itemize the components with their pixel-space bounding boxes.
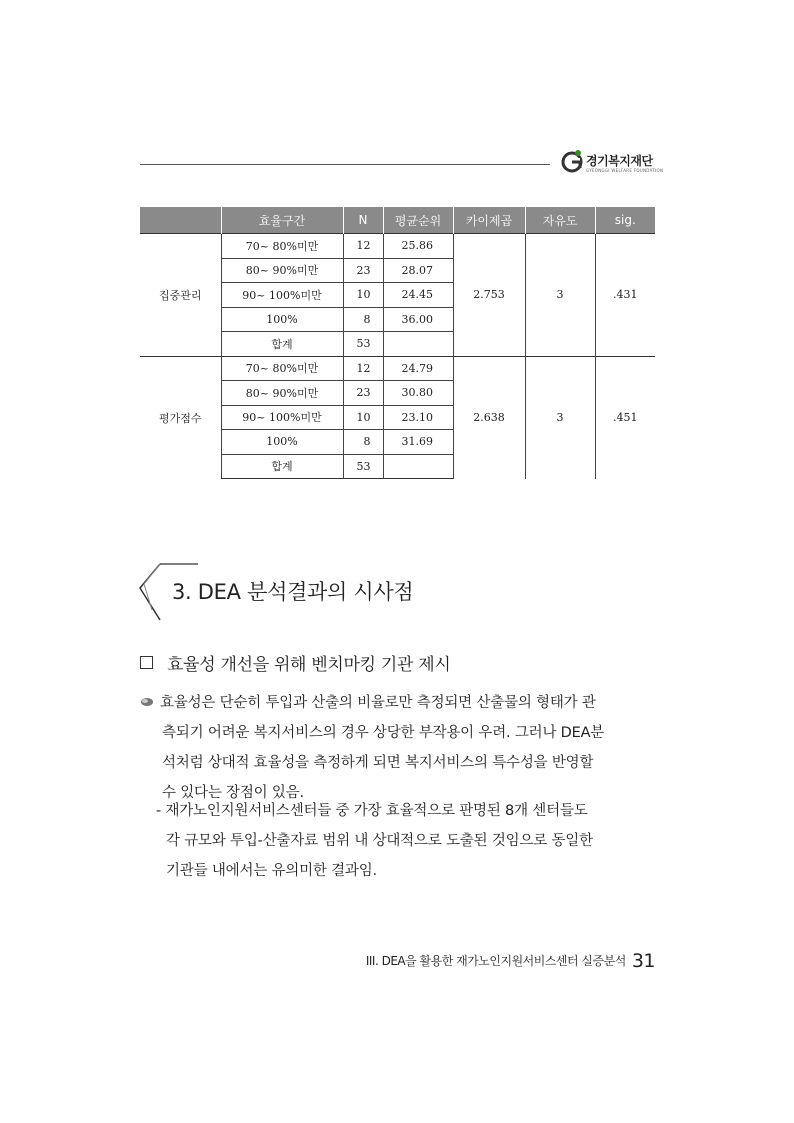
logo-mark-icon bbox=[560, 148, 584, 174]
dash-paragraph bbox=[156, 796, 655, 886]
n-cell: 12 bbox=[343, 234, 383, 259]
df-cell: 3 bbox=[525, 356, 595, 479]
mean-rank-cell bbox=[383, 332, 453, 357]
bullet-line: 수 있다는 장점이 있음. bbox=[162, 785, 304, 801]
checkbox-square-icon bbox=[140, 656, 153, 669]
col-header-group bbox=[140, 207, 221, 234]
range-cell: 80~ 90%미만 bbox=[221, 381, 343, 406]
subsection-title: 효율성 개선을 위해 벤치마킹 기관 제시 bbox=[167, 655, 451, 675]
range-cell: 70~ 80%미만 bbox=[221, 234, 343, 259]
table-row bbox=[140, 234, 655, 259]
col-header-sig: sig. bbox=[595, 207, 655, 234]
chi-square-cell: 2.753 bbox=[453, 234, 525, 357]
df-cell: 3 bbox=[525, 234, 595, 357]
page-number: 31 bbox=[631, 950, 655, 972]
logo-org-subtitle: GYEONGGI WELFARE FOUNDATION bbox=[586, 168, 664, 173]
mean-rank-cell: 23.10 bbox=[383, 405, 453, 430]
n-cell: 23 bbox=[343, 381, 383, 406]
range-cell: 90~ 100%미만 bbox=[221, 283, 343, 308]
dash-line: 기관들 내에서는 유의미한 결과임. bbox=[166, 863, 377, 879]
col-header-range: 효율구간 bbox=[221, 207, 343, 234]
mean-rank-cell: 24.45 bbox=[383, 283, 453, 308]
section-title: 3. DEA 분석결과의 시사점 bbox=[172, 580, 414, 604]
bullet-line: 효율성은 단순히 투입과 산출의 비율로만 측정되면 산출물의 형태가 관 bbox=[160, 695, 596, 711]
n-cell: 10 bbox=[343, 405, 383, 430]
logo-org-name: 경기복지재단 bbox=[586, 154, 653, 168]
col-header-df: 자유도 bbox=[525, 207, 595, 234]
n-cell: 8 bbox=[343, 307, 383, 332]
mean-rank-cell: 24.79 bbox=[383, 356, 453, 381]
bullet-line: 측되기 어려운 복지서비스의 경우 상당한 부작용이 우려. 그러나 DEA분 bbox=[162, 725, 605, 741]
bullet-paragraph bbox=[140, 688, 655, 808]
mean-rank-cell: 30.80 bbox=[383, 381, 453, 406]
mean-rank-cell: 28.07 bbox=[383, 258, 453, 283]
mean-rank-cell: 25.86 bbox=[383, 234, 453, 259]
table-header-row bbox=[140, 207, 655, 234]
col-header-chi-square: 카이제곱 bbox=[453, 207, 525, 234]
group-label: 집중관리 bbox=[140, 234, 221, 357]
n-cell: 10 bbox=[343, 283, 383, 308]
n-cell: 8 bbox=[343, 430, 383, 455]
range-cell: 100% bbox=[221, 430, 343, 455]
range-cell-total: 합계 bbox=[221, 454, 343, 479]
n-cell-total: 53 bbox=[343, 332, 383, 357]
chi-square-cell: 2.638 bbox=[453, 356, 525, 479]
n-cell: 12 bbox=[343, 356, 383, 381]
col-header-n: N bbox=[343, 207, 383, 234]
range-cell: 80~ 90%미만 bbox=[221, 258, 343, 283]
n-cell: 23 bbox=[343, 258, 383, 283]
sig-cell: .431 bbox=[595, 234, 655, 357]
table-row bbox=[140, 356, 655, 381]
page-footer bbox=[366, 950, 655, 972]
footer-chapter: III. DEA을 활용한 재가노인지원서비스센터 실증분석 bbox=[365, 954, 626, 968]
mean-rank-cell bbox=[383, 454, 453, 479]
org-logo bbox=[560, 148, 664, 178]
group-label: 평가점수 bbox=[140, 356, 221, 479]
subsection-heading bbox=[140, 650, 450, 675]
mean-rank-cell: 31.69 bbox=[383, 430, 453, 455]
range-cell-total: 합계 bbox=[221, 332, 343, 357]
col-header-mean-rank: 평균순위 bbox=[383, 207, 453, 234]
bullet-icon bbox=[140, 697, 154, 707]
range-cell: 100% bbox=[221, 307, 343, 332]
bullet-line: 석처럼 상대적 효율성을 측정하게 되면 복지서비스의 특수성을 반영할 bbox=[162, 755, 594, 771]
range-cell: 90~ 100%미만 bbox=[221, 405, 343, 430]
header-rule bbox=[140, 164, 550, 165]
dash-line: 각 규모와 투입-산출자료 범위 내 상대적으로 도출된 것임으로 동일한 bbox=[166, 833, 593, 849]
kruskal-wallis-table bbox=[140, 207, 655, 479]
range-cell: 70~ 80%미만 bbox=[221, 356, 343, 381]
mean-rank-cell: 36.00 bbox=[383, 307, 453, 332]
n-cell-total: 53 bbox=[343, 454, 383, 479]
sig-cell: .451 bbox=[595, 356, 655, 479]
dash-line: - 재가노인지원서비스센터들 중 가장 효율적으로 판명된 8개 센터들도 bbox=[156, 803, 588, 819]
